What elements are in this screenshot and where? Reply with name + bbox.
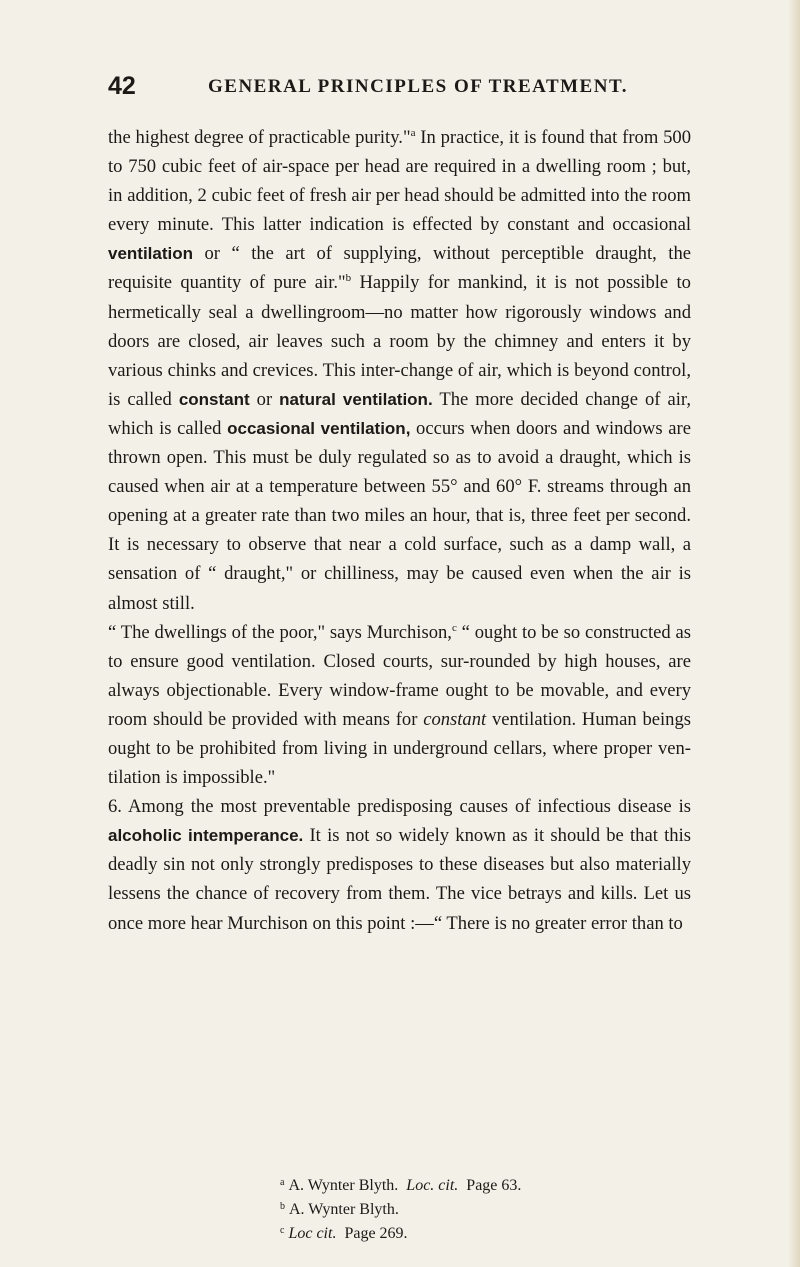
paragraph-purity-ventilation: the highest degree of practicable purity."$^a$ In practice, it is found that from 500 to 750 cubic feet of air-space per head are required in a dwelling room ; but, in addition, 2 cubic feet of fresh air per head should be admitted into the room every minute. This latter indication is effected by constant and occasional ventilation or “ the art of supplying, without perceptible draught, the requisite quantity of pure air."$^b$ Happily for mankind, it is not possible to hermetically seal a dwellingroom—no matter how rigorously windows and doors are closed, air leaves such a room by the chimney and enters it by various chinks and crevices. This inter-change of air, which is beyond control, is called constant or natural ventilation. The more decided change of air, which is called occasional ventilation, occurs when doors and windows are thrown open. This must be duly regulated so as to avoid a draught, which is caused when air at a temperature between 55° and 60° F. streams through an opening at a greater rate than two miles an hour, that is, three feet per second. It is necessary to observe that near a cold surface, such as a damp wall, a sensation of “ draught," or chilliness, may be caused even when the air is almost still. [108, 127, 692, 614]
footnotes [280, 1172, 700, 1244]
page-number: 42 [108, 72, 136, 100]
running-head [108, 72, 708, 106]
term-constant: constant [178, 389, 250, 409]
footnote-ref-b: b [345, 272, 352, 285]
emphasis-constant: constant [423, 708, 487, 730]
footnote-ref-a: a [410, 127, 416, 139]
body-text [108, 123, 691, 938]
paragraph-murchison-quote: “ The dwellings of the poor," says Murchison,$^c$ “ ought to be so constructed as to ensure good ventilation. Closed courts, sur-rounded by high houses, are always objectionable. Every window-frame ought to be movable, and every room should be provided with means for constant ventilation. Human beings ought to be prohibited from living in underground cellars, where proper ven-tilation is impossible." [108, 621, 691, 789]
term-alcoholic-intemperance: alcoholic intemperance. [108, 826, 304, 846]
paragraph-alcoholic-intemperance: 6. Among the most preventable predisposing causes of infectious disease is alcoholic intemperance. It is not so widely known as it should be that this deadly sin not only strongly predisposes to these diseases but also materially lessens the chance of recovery from them. The vice betrays and kills. Let us once more hear Murchison on this point :—“ There is no greater error than to [108, 796, 691, 934]
footnote-a: $^a$ A. Wynter Blyth. Loc. cit. Page 63. [280, 1177, 522, 1194]
footnote-b: $^b$ A. Wynter Blyth. [280, 1201, 399, 1218]
running-title: GENERAL PRINCIPLES OF TREATMENT. [208, 76, 628, 97]
term-occasional-ventilation: occasional ventilation, [227, 418, 411, 438]
footnote-c: $^c$ Loc cit. Page 269. [280, 1225, 408, 1242]
scan-edge-shadow [788, 0, 800, 1267]
term-ventilation: ventilation [108, 244, 194, 264]
term-natural-ventilation: natural ventilation. [279, 389, 433, 409]
footnote-ref-c: c [451, 621, 457, 634]
